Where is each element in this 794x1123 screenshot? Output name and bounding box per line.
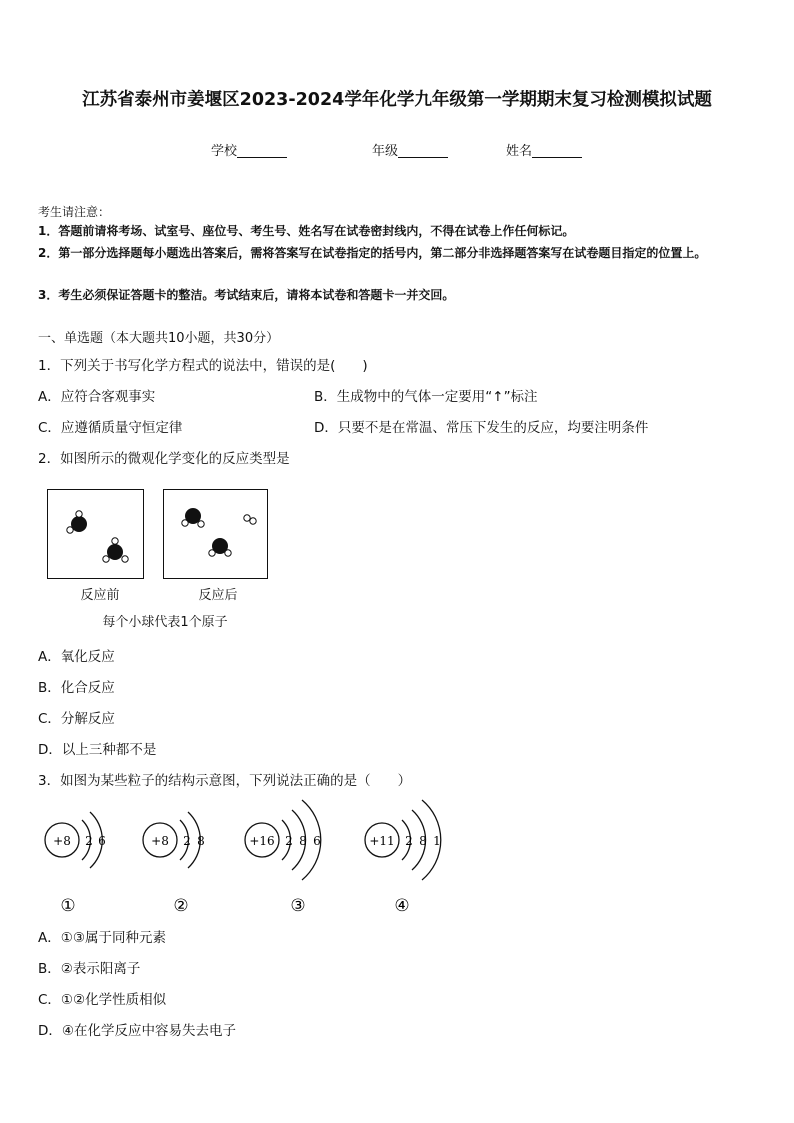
nucleus-2: +8 <box>151 834 169 848</box>
name-label: 姓名 <box>506 144 533 159</box>
electron-3-3: 6 <box>313 834 321 848</box>
electron-2-2: 8 <box>197 834 205 848</box>
atom-diagram-4 <box>365 800 441 916</box>
notice-heading: 考生请注意： <box>38 205 111 219</box>
name-field <box>506 140 582 159</box>
q1-option-c[interactable]: C．应遵循质量守恒定律 <box>38 420 183 436</box>
electron-1-1: 2 <box>85 834 93 848</box>
electron-3-2: 8 <box>299 834 307 848</box>
atomic-structure-figure <box>40 792 460 920</box>
after-reaction-box <box>163 489 268 579</box>
electron-1-2: 6 <box>98 834 106 848</box>
q3-option-b[interactable]: B．②表示阳离子 <box>38 961 141 977</box>
school-field <box>211 140 287 159</box>
before-molecules-figure <box>48 490 143 578</box>
notice-item-2: 2．第一部分选择题每小题选出答案后，需将答案写在试卷指定的括号内，第二部分非选择题答案写在试卷题目指定的位置上。 <box>38 246 707 260</box>
molecule-water-1 <box>67 511 87 533</box>
page-title: 江苏省泰州市姜堰区2023-2024学年化学九年级第一学期期末复习检测模拟试题 <box>82 90 712 110</box>
electron-4-2: 8 <box>419 834 427 848</box>
molecule-hydrogen <box>244 515 256 524</box>
q1-option-a[interactable]: A．应符合客观事实 <box>38 389 156 405</box>
q3-option-d[interactable]: D．④在化学反应中容易失去电子 <box>38 1023 236 1039</box>
nucleus-3: +16 <box>249 834 275 848</box>
question-3-stem: 3．如图为某些粒子的结构示意图，下列说法正确的是（ ） <box>38 773 412 789</box>
molecule-water-2 <box>103 538 128 562</box>
question-2-stem: 2．如图所示的微观化学变化的反应类型是 <box>38 451 290 467</box>
q1-option-b[interactable]: B．生成物中的气体一定要用“↑”标注 <box>314 389 538 405</box>
label-before: 反应前 <box>80 588 120 603</box>
q2-option-b[interactable]: B．化合反应 <box>38 680 115 696</box>
label-after: 反应后 <box>198 588 238 603</box>
q3-option-a[interactable]: A．①③属于同种元素 <box>38 930 166 946</box>
electron-4-3: 1 <box>433 834 441 848</box>
diagram-label-3: ③ <box>290 896 306 916</box>
before-reaction-box <box>47 489 144 579</box>
atom-diagram-3 <box>245 800 321 916</box>
atom-diagram-2 <box>143 812 205 916</box>
grade-label: 年级 <box>372 144 399 159</box>
section-heading: 一、单选题（本大题共10小题，共30分） <box>38 331 280 346</box>
molecule-product-2 <box>209 538 231 556</box>
after-molecules-figure <box>164 490 267 578</box>
figure-caption: 每个小球代表1个原子 <box>102 615 228 630</box>
school-blank[interactable] <box>237 143 287 158</box>
electron-2-1: 2 <box>183 834 191 848</box>
diagram-label-1: ① <box>60 896 76 916</box>
q1-option-d[interactable]: D．只要不是在常温、常压下发生的反应，均要注明条件 <box>314 420 649 436</box>
grade-blank[interactable] <box>398 143 448 158</box>
q3-option-c[interactable]: C．①②化学性质相似 <box>38 992 167 1008</box>
q2-option-a[interactable]: A．氧化反应 <box>38 649 115 665</box>
diagram-label-4: ④ <box>394 896 410 916</box>
school-label: 学校 <box>211 144 238 159</box>
electron-3-1: 2 <box>285 834 293 848</box>
grade-field <box>372 140 448 159</box>
diagram-label-2: ② <box>173 896 189 916</box>
nucleus-1: +8 <box>53 834 71 848</box>
q2-option-d[interactable]: D．以上三种都不是 <box>38 742 157 758</box>
molecule-product-1 <box>182 508 204 527</box>
nucleus-4: +11 <box>369 834 395 848</box>
name-blank[interactable] <box>532 143 582 158</box>
q2-option-c[interactable]: C．分解反应 <box>38 711 115 727</box>
question-1-stem: 1．下列关于书写化学方程式的说法中，错误的是( ) <box>38 358 368 374</box>
notice-item-1: 1．答题前请将考场、试室号、座位号、考生号、姓名写在试卷密封线内，不得在试卷上作任何标记。 <box>38 224 575 238</box>
notice-item-3: 3．考生必须保证答题卡的整洁。考试结束后，请将本试卷和答题卡一并交回。 <box>38 288 455 302</box>
atom-diagram-1 <box>45 812 106 916</box>
electron-4-1: 2 <box>405 834 413 848</box>
